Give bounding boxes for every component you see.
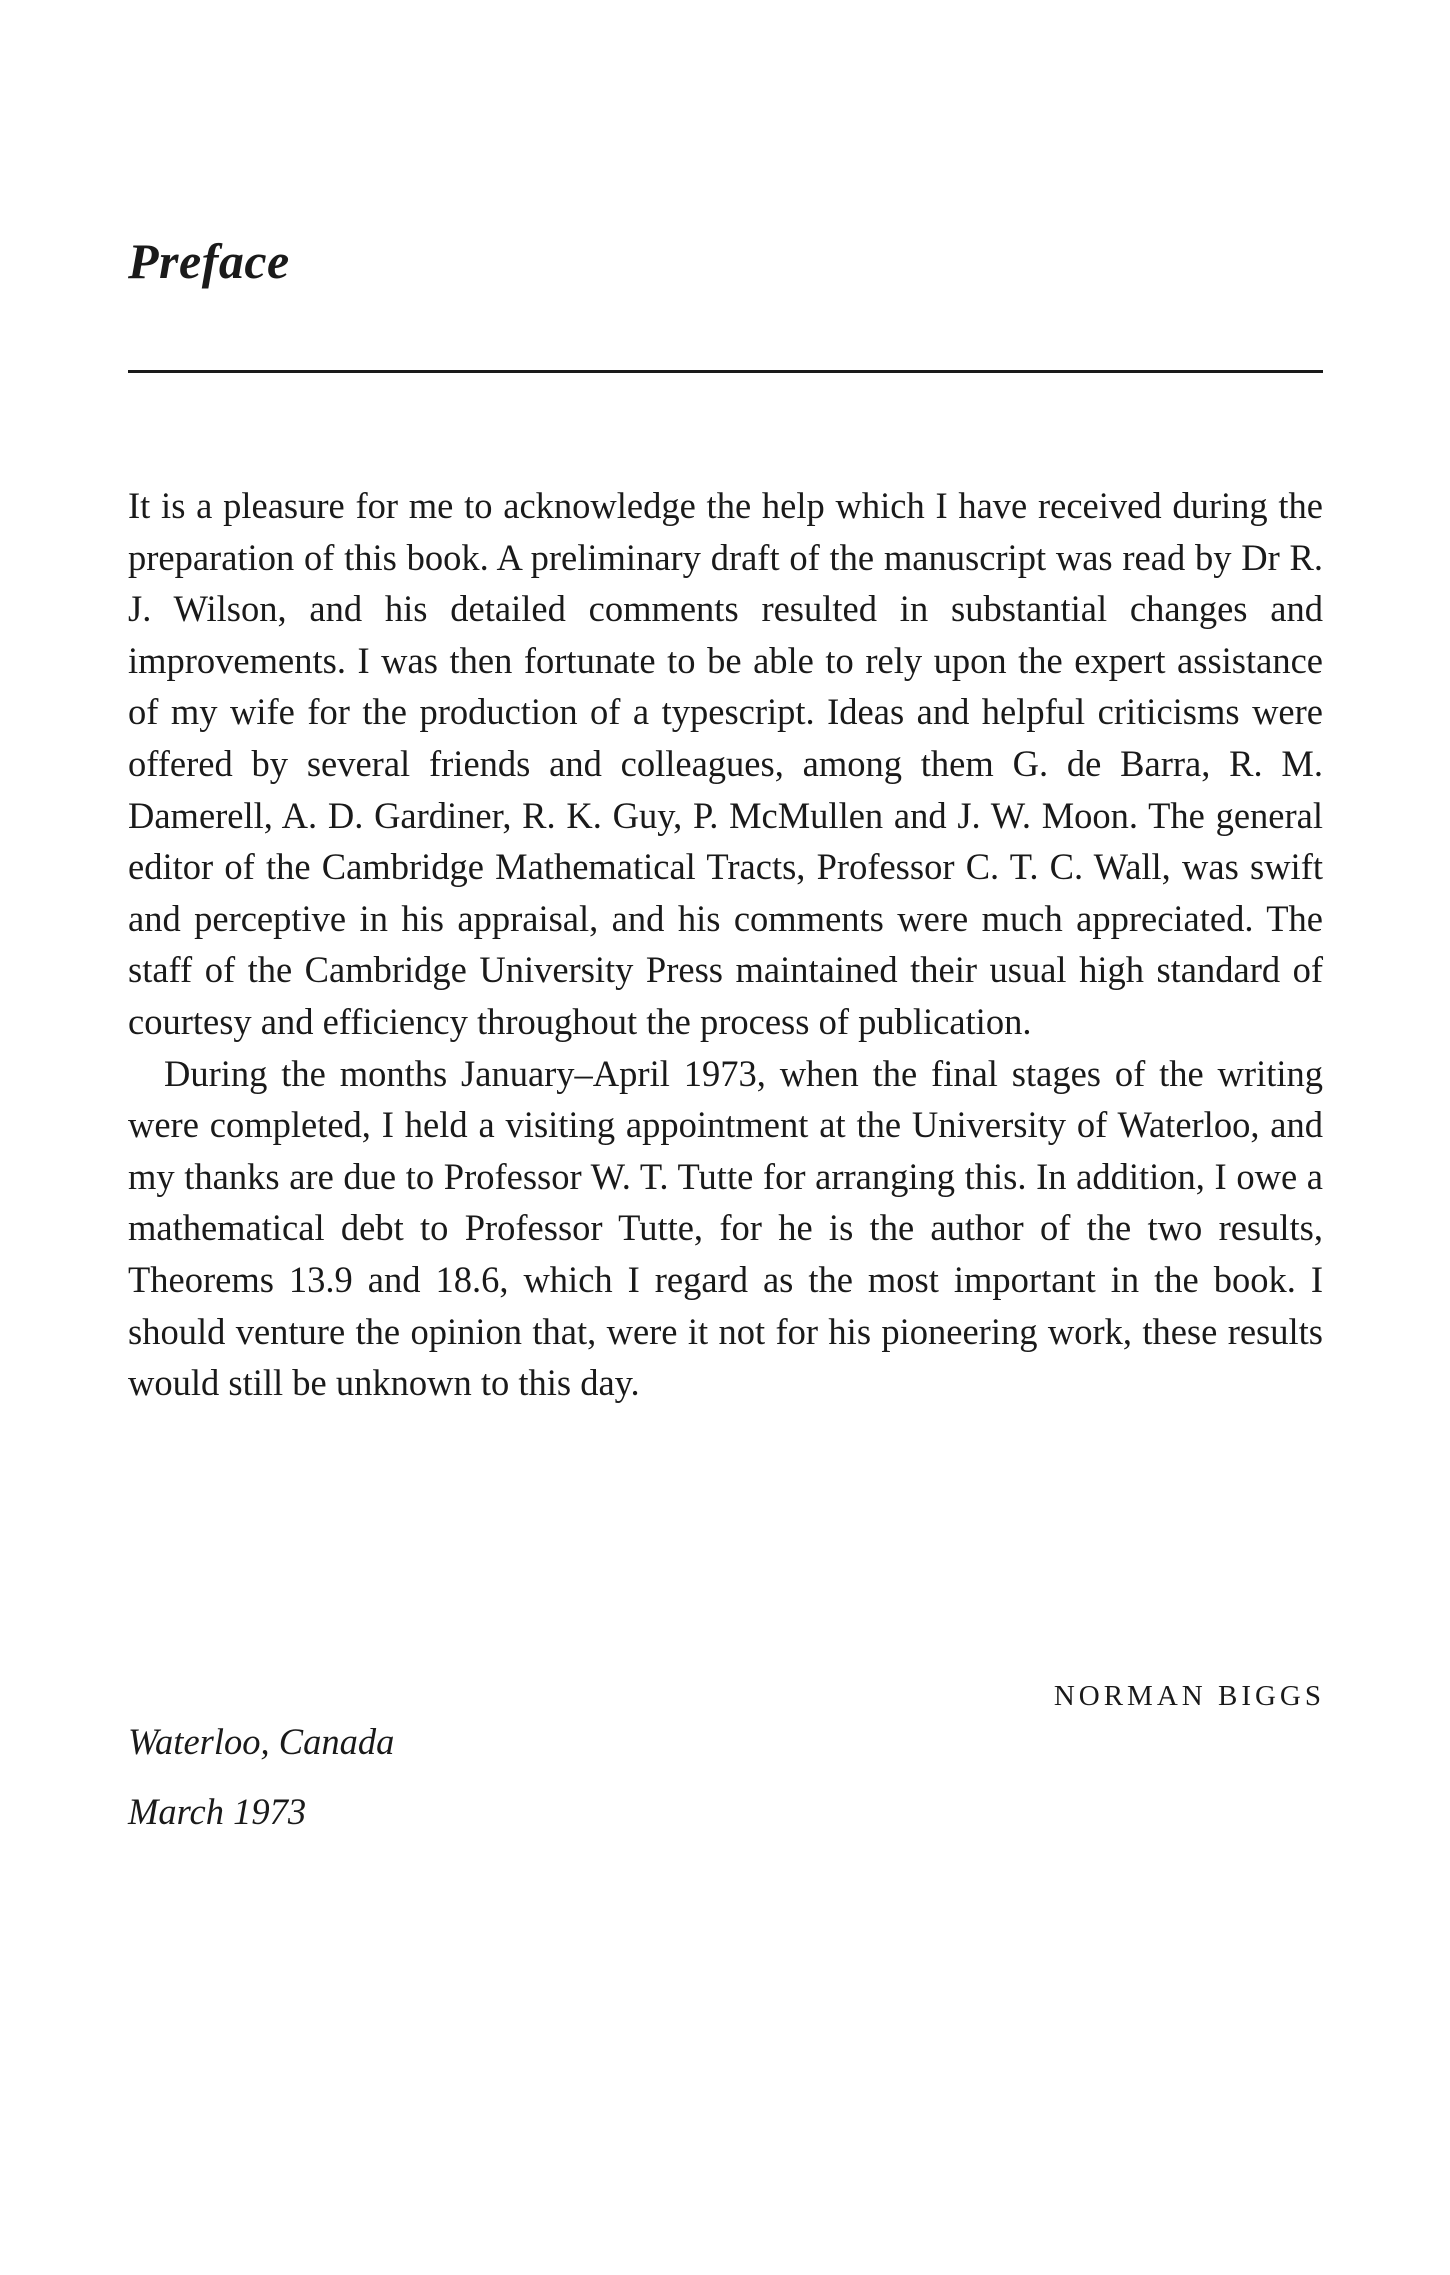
- author-signature: NORMAN BIGGS: [1053, 1680, 1325, 1712]
- paragraph-waterloo: During the months January–April 1973, when the final stages of the writing were completed, I held a visiting appointment at the University of Waterloo, and my thanks are due to Professor W. T. Tutte for arranging this. In addition, I owe a mathematical debt to Professor Tutte, for he is the author of the two results, Theorems 13.9 and 18.6, which I regard as the most important in the book. I should venture the opinion that, were it not for his pioneering work, these results would still be unknown to this day.: [128, 1052, 1323, 1404]
- page-title: Preface: [128, 233, 290, 289]
- paragraph-acknowledgements: It is a pleasure for me to acknowledge the help which I have received during the preparation of this book. A preliminary draft of the manuscript was read by Dr R. J. Wilson, and his detailed comments resulted in substantial changes and improvements. I was then fortunate to be able to rely upon the expert assistance of my wife for the production of a typescript. Ideas and helpful criticisms were offered by several friends and colleagues, among them G. de Barra, R. M. Damerell, A. D. Gardiner, R. K. Guy, P. McMullen and J. W. Moon. The general editor of the Cambridge Mathematical Tracts, Professor C. T. C. Wall, was swift and perceptive in his appraisal, and his comments were much appreciated. The staff of the Cambridge University Press maintained their usual high standard of courtesy and efficiency throughout the process of publication.: [128, 485, 1323, 1042]
- preface-body: [128, 480, 1323, 1409]
- title-rule: [128, 370, 1323, 373]
- place-line: Waterloo, Canada: [128, 1721, 395, 1762]
- date-line: March 1973: [128, 1791, 307, 1832]
